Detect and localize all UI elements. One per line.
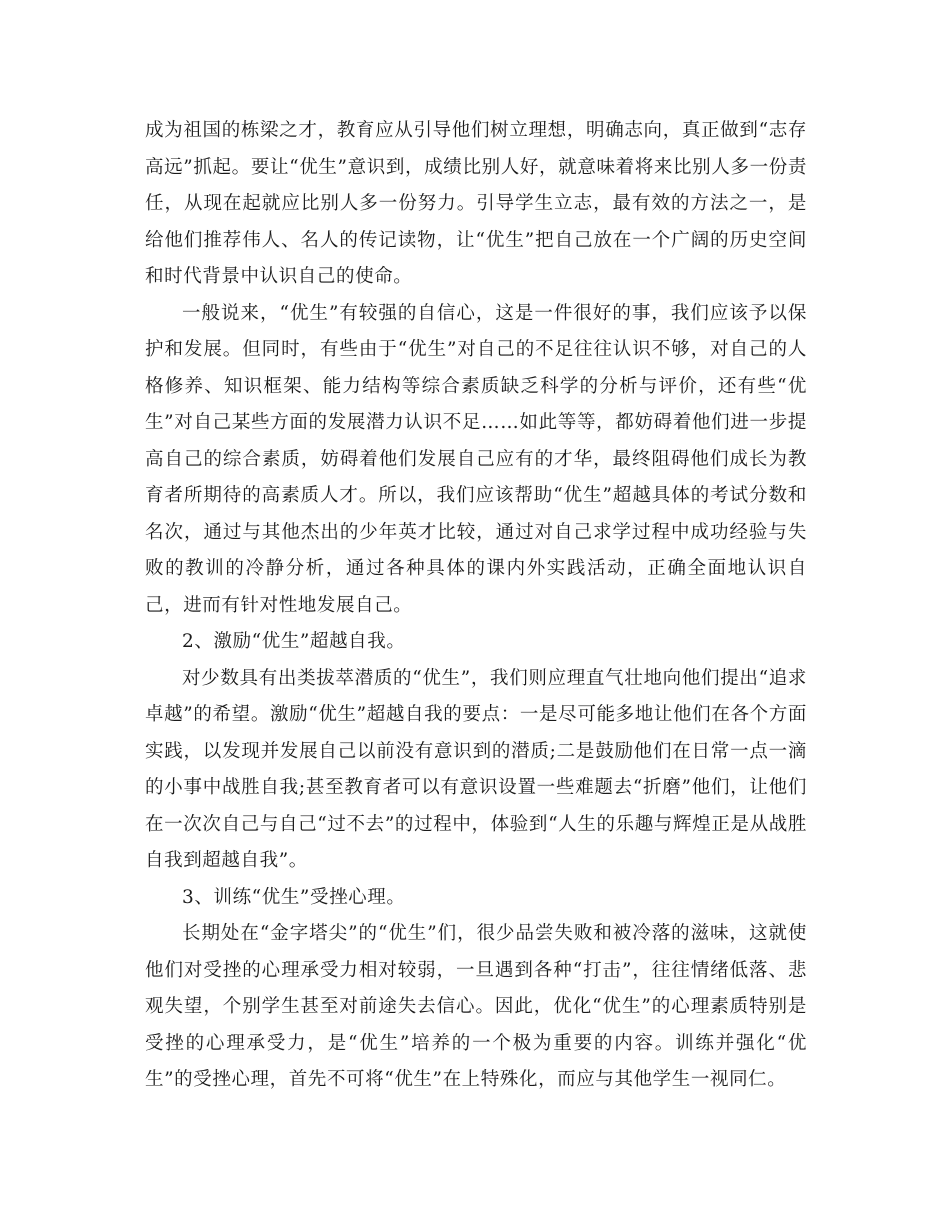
- paragraph-6: 长期处在“金字塔尖”的“优生”们，很少品尝失败和被冷落的滋味，这就使他们对受挫的心理承受力相对较弱，一旦遇到各种“打击”，往往情绪低落、悲观失望，个别学生甚至对前途失去信心。因此，优化“优生”的心理素质特别是受挫的心理承受力，是“优生”培养的一个极为重要的内容。训练并强化“优生”的受挫心理，首先不可将“优生”在上特殊化，而应与其他学生一视同仁。: [145, 923, 807, 1090]
- section-heading-3: 3、训练“优生”受挫心理。: [182, 886, 406, 908]
- document-body: [145, 113, 807, 1099]
- section-heading-2: 2、激励“优生”超越自我。: [182, 631, 406, 652]
- paragraph-4: 对少数具有出类拔萃潜质的“优生”，我们则应理直气壮地向他们提出“追求卓越”的希望。激励“优生”超越自我的要点：一是尽可能多地让他们在各个方面实践，以发现并发展自己以前没有意识到的潜质;二是鼓励他们在日常一点一滴的小事中战胜自我;甚至教育者可以有意识设置一些难题去“折磨”他们，让他们在一次次自己与自己“过不去”的过程中，体验到“人生的乐趣与辉煌正是从战胜自我到超越自我”。: [145, 667, 807, 871]
- paragraph-2: 一般说来，“优生”有较强的自信心，这是一件很好的事，我们应该予以保护和发展。但同时，有些由于“优生”对自己的不足往往认识不够，对自己的人格修养、知识框架、能力结构等综合素质缺乏科学的分析与评价，还有些“优生”对自己某些方面的发展潜力认识不足……如此等等，都妨碍着他们进一步提高自己的综合素质，妨碍着他们发展自己应有的才华，最终阻碍他们成长为教育者所期待的高素质人才。所以，我们应该帮助“优生”超越具体的考试分数和名次，通过与其他杰出的少年英才比较，通过对自己求学过程中成功经验与失败的教训的冷静分析，通过各种具体的课内外实践活动，正确全面地认识自己，进而有针对性地发展自己。: [145, 302, 807, 616]
- paragraph-1: 成为祖国的栋梁之才，教育应从引导他们树立理想，明确志向，真正做到“志存高远”抓起。要让“优生”意识到，成绩比别人好，就意味着将来比别人多一份责任，从现在起就应比别人多一份努力。引导学生立志，最有效的方法之一，是给他们推荐伟人、名人的传记读物，让“优生”把自己放在一个广阔的历史空间和时代背景中认识自己的使命。: [145, 120, 807, 287]
